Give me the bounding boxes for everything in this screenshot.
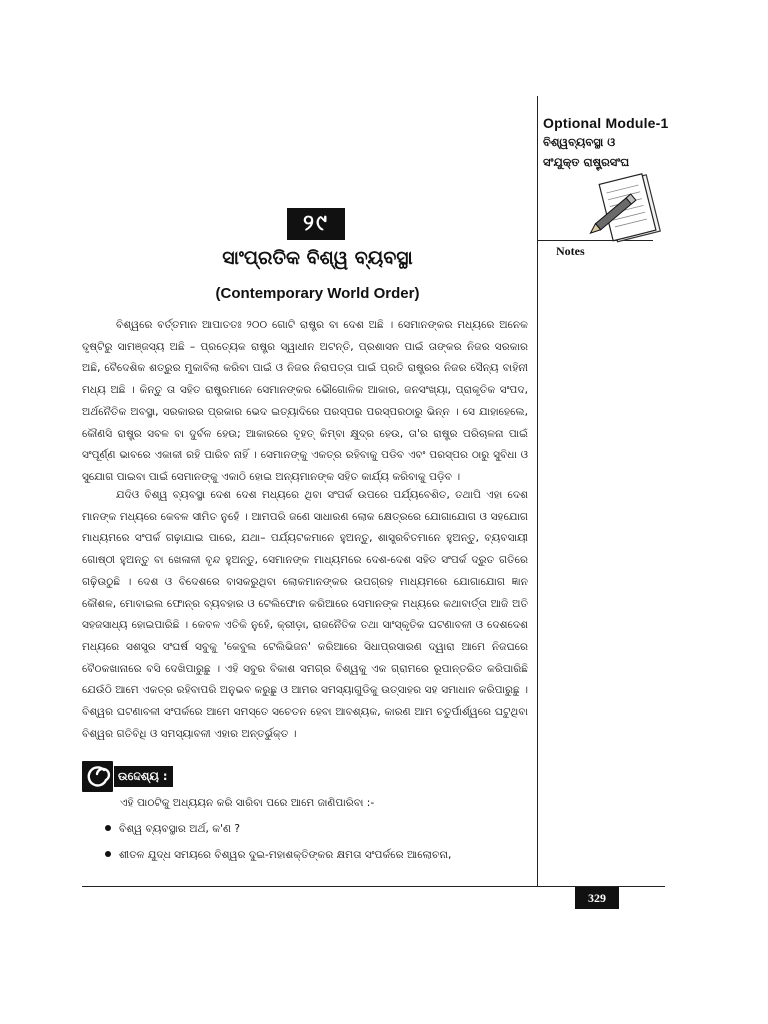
objectives-label: ଉଦ୍ଦେଶ୍ୟ :	[114, 766, 173, 787]
module-title: Optional Module-1	[543, 115, 669, 131]
bullet-icon	[105, 851, 111, 857]
page-number: 329	[575, 887, 619, 909]
lesson-number: ୨୯	[287, 208, 345, 240]
module-subtitle-line-2: ସଂଯୁକ୍ତ ରାଷ୍ଟ୍ରସଂଘ	[543, 155, 630, 169]
intro-paragraph-2: ଯଦିଓ ବିଶ୍ୱ ବ୍ୟବସ୍ଥା ଦେଶ ଦେଶ ମଧ୍ୟରେ ଥିବା ସଂପର୍କ ଉପରେ ପର୍ଯ୍ୟବେଶିତ, ତଥାପି ଏହା ଦେଶ ମାନଙ୍କ ମଧ୍ୟରେ କେବଳ ସୀମିତ ନୁହେଁ । ଆମପରି ଜଣେ ସାଧାରଣ ଲୋକ କ୍ଷେତ୍ରରେ ଯୋଗାଯୋଗ ଓ ସହଯୋଗ ମାଧ୍ୟମରେ ସଂପର୍କ ଗଢ଼ାଯାଇ ପାରେ, ଯଥା– ପର୍ଯ୍ୟଟକମାନେ ହୁଅନ୍ତୁ, ଶାସ୍ତ୍ରବିତମାନେ ହୁଅନ୍ତୁ, ବ୍ୟବସାୟୀ ଗୋଷ୍ଠୀ ହୁଅନ୍ତୁ ବା ଖେଳାଳୀ ବୃନ୍ଦ ହୁଅନ୍ତୁ, ସେମାନଙ୍କ ମାଧ୍ୟମରେ ଦେଶ-ଦେଶ ସହିତ ସଂପର୍କ ଦ୍ରୁତ ଗତିରେ ଗଢ଼ିଉଠୁଛି । ଦେଶ ଓ ବିଦେଶରେ ବାସକରୁଥିବା ଲୋକମାନଙ୍କର ଉପଗ୍ରହ ମାଧ୍ୟମରେ ଯୋଗାଯୋଗ ଜ୍ଞାନ କୌଶଳ, ମୋବାଇଲ ଫୋନ୍‌ର ବ୍ୟବହାର ଓ ଟେଲିଫୋନ କରିଆରେ ସେମାନଙ୍କ ମଧ୍ୟରେ କଥାବାର୍ତ୍ତା ଆଜି ଅତି ସହଜସାଧ୍ୟ ହୋଇପାରିଛି । କେବଳ ଏତିକି ନୁହେଁ, କ୍ରୀଡ଼ା, ରାଜନୈତିକ ତଥା ସାଂସ୍କୃତିକ ଘଟଣାବଳୀ ଓ ଦେଶଦେଶ ମଧ୍ୟରେ ସଶସ୍ତ୍ର ସଂଘର୍ଷ ସବୁକୁ 'କେବୁଲ ଟେଲିଭିଜନ' କରିଆରେ ସିଧାପ୍ରସାରଣ ଦ୍ୱାରା ଆମେ ନିଜଘରେ ବୈଠକଖାନାରେ ବସି ଦେଖିପାରୁଛୁ । ଏହି ସବୁର ବିକାଶ ସମଗ୍ର ବିଶ୍ୱକୁ ଏକ ଗ୍ରାମରେ ରୂପାନ୍ତରିତ କରିପାରିଛି ଯେଉଁଠି ଆମେ ଏକତ୍ର ରହିବାପରି ଅନୁଭବ କରୁଛୁ ଓ ଆମର ସମସ୍ୟାଗୁଡିକୁ ଉତ୍ସାହର ସହ ସମାଧାନ କରିପାରୁଛୁ । ବିଶ୍ୱର ଘଟଣାବଳୀ ସଂପର୍କରେ ଆମେ ସମସ୍ତେ ସଚେତନ ହେବା ଆବଶ୍ୟକ, କାରଣ ଆମ ଚତୁର୍ପାର୍ଶ୍ୱରେ ଘଟୁଥିବା ବିଶ୍ୱର ଗତିବିଧି ଓ ସମସ୍ୟାବଳୀ ଏହାର ଅନ୍ତର୍ଭୁକ୍ତ ।	[82, 489, 528, 740]
notepad-with-pencil-icon	[588, 170, 670, 252]
module-subtitle-line-1: ବିଶ୍ୱବ୍ୟବସ୍ଥା ଓ	[543, 135, 616, 149]
objective-item-text: ବିଶ୍ୱ ବ୍ୟବସ୍ଥାର ଅର୍ଥ, କ'ଣ ?	[119, 823, 240, 835]
notes-label: Notes	[556, 244, 585, 258]
lesson-subtitle: (Contemporary World Order)	[215, 285, 420, 302]
margin-divider	[537, 96, 538, 886]
objective-spiral-icon	[82, 761, 113, 792]
objective-item-text: ଶୀତଳ ଯୁଦ୍ଧ ସମୟରେ ବିଶ୍ୱର ଦୁଇ-ମହାଶକ୍ତିଙ୍କର କ୍ଷମତା ସଂପର୍କରେ ଆଲୋଚନା,	[119, 849, 452, 861]
objective-item	[105, 849, 451, 862]
lesson-title: ସାଂପ୍ରତିକ ବିଶ୍ୱ ବ୍ୟବସ୍ଥା	[222, 247, 413, 269]
objectives-intro: ଏହି ପାଠଟିକୁ ଅଧ୍ୟୟନ କରି ସାରିବା ପରେ ଆମେ ଜାଣିପାରିବା :-	[120, 797, 375, 809]
intro-paragraph-1: ବିଶ୍ୱରେ ବର୍ତ୍ତମାନ ଆପାତତଃ ୨୦୦ ଗୋଟି ରାଷ୍ଟ୍ର ବା ଦେଶ ଅଛି । ସେମାନଙ୍କର ମଧ୍ୟରେ ଅନେକ ଦୃଷ୍ଟିରୁ ସାମଞ୍ଜସ୍ୟ ଅଛି – ପ୍ରତ୍ୟେକ ରାଷ୍ଟ୍ର ସ୍ୱାଧୀନ ଅଟନ୍ତି, ପ୍ରଶାସନ ପାଇଁ ତାଙ୍କର ନିଜର ସରକାର ଅଛି, ବୈଦେଶିକ ଶତ୍ରୁର ମୁକାବିଲା କରିବା ପାଇଁ ଓ ନିଜର ନିରାପତ୍ତା ପାଇଁ ପ୍ରତି ରାଷ୍ଟ୍ରର ନିଜର ସୈନ୍ୟ ବାହିନୀ ମଧ୍ୟ ଅଛି । କିନ୍ତୁ ତା ସହିତ ରାଷ୍ଟ୍ରମାନେ ସେମାନଙ୍କର ଭୌଗୋଳିକ ଆକାର, ଜନସଂଖ୍ୟା, ପ୍ରାକୃତିକ ସଂପଦ, ଅର୍ଥନୈତିକ ଅବସ୍ଥା, ସରକାରର ପ୍ରକାର ଭେଦ ଇତ୍ୟାଦିରେ ପରସ୍ପର ପରସ୍ପରଠାରୁ ଭିନ୍ନ । ସେ ଯାହାହେଲେ, କୌଣସି ରାଷ୍ଟ୍ର ସବଳ ବା ଦୁର୍ବଳ ହେଉ; ଆକାରରେ ବୃହତ୍ କିମ୍ବା କ୍ଷୁଦ୍ର ହେଉ, ତା'ର ରାଷ୍ଟ୍ର ପରିଚାଳନା ପାଇଁ ସଂପୂର୍ଣ୍ଣ ଭାବରେ ଏକାକୀ ରହି ପାରିବ ନାହିଁ । ସେମାନଙ୍କୁ ଏକତ୍ର ରହିବାକୁ ପଡିବ ଏବଂ ପରସ୍ପର ଠାରୁ ସୁବିଧା ଓ ସୁଯୋଗ ପାଇବା ପାଇଁ ସେମାନଙ୍କୁ ଏକାଠି ହୋଇ ଅନ୍ୟମାନଙ୍କ ସହିତ କାର୍ଯ୍ୟ କରିବାକୁ ପଡ଼ିବ ।	[82, 319, 528, 483]
bullet-icon	[105, 825, 111, 831]
objective-item	[105, 823, 240, 836]
